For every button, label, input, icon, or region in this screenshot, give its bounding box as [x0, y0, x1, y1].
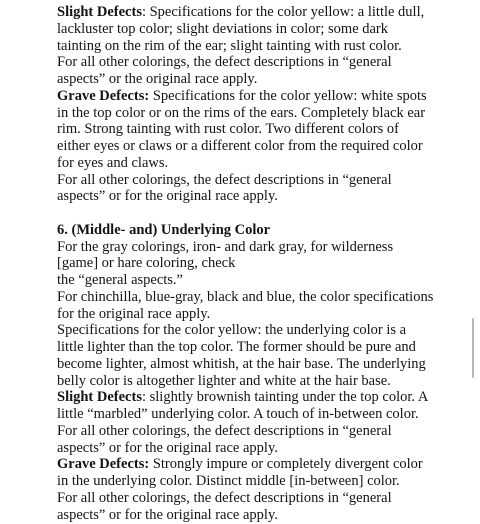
text-line: [57, 305, 210, 323]
text-line: [57, 439, 278, 457]
text-run: For all other colorings, the defect descriptions in “general: [57, 489, 392, 506]
text-run: for the original race apply.: [57, 305, 211, 322]
bold-run: Slight Defects: [57, 4, 142, 20]
text-line: [57, 288, 433, 306]
text-line: [57, 355, 426, 373]
text-run: aspects” or the original race apply.: [57, 71, 258, 87]
text-run: : slightly brownish tainting under the top color. A: [141, 389, 429, 406]
bold-run: Grave Defects:: [57, 456, 150, 473]
text-line: [57, 489, 392, 507]
text-run: aspects” or for the original race apply.: [57, 188, 278, 205]
bold-run: Slight Defects: [57, 389, 142, 406]
text-line: [57, 3, 424, 21]
text-line: [57, 120, 399, 138]
text-run: Strongly impure or completely divergent color: [149, 456, 423, 473]
text-line: [57, 238, 393, 256]
text-run: little lighter than the top color. The former should be pure and: [57, 339, 416, 355]
text-run: in the underlying color. Distinct middle [in-between] color.: [57, 473, 400, 489]
text-line: [57, 372, 391, 390]
text-run: in the top color or on the rims of the ears. Completely black ear: [57, 104, 426, 121]
text-run: lackluster top color; slight deviations in color; some dark: [57, 20, 389, 37]
text-line: [57, 221, 270, 239]
scrollbar-thumb[interactable]: [472, 318, 474, 378]
text-line: [57, 321, 406, 339]
text-line: [57, 187, 278, 205]
text-line: [57, 70, 257, 88]
text-run: For the gray colorings, iron- and dark gray, for wilderness: [57, 238, 394, 255]
text-run: For chinchilla, blue-gray, black and blue, the color specifications: [57, 288, 434, 305]
text-line: [57, 20, 388, 38]
bold-run: Grave Defects:: [57, 87, 150, 104]
text-line: [57, 422, 392, 440]
text-run: aspects” or for the original race apply.: [57, 506, 278, 523]
text-line: [57, 137, 423, 155]
text-run: become lighter, almost whitish, at the hair base. The underlying: [57, 355, 426, 372]
text-line: [57, 506, 278, 524]
text-run: For all other colorings, the defect descriptions in “general: [57, 422, 392, 439]
text-run: either eyes or claws or a different color from the required color: [57, 138, 423, 154]
text-run: [game] or hare coloring, check: [57, 255, 236, 272]
text-run: For all other colorings, the defect descriptions in “general: [57, 171, 392, 188]
text-line: [57, 154, 168, 172]
text-line: [57, 171, 392, 189]
text-run: For all other colorings, the defect descriptions in “general: [57, 54, 392, 71]
text-line: [57, 104, 425, 122]
bold-run: 6. (Middle- and) Underlying Color: [57, 221, 271, 238]
text-run: belly color is altogether lighter and white at the hair base.: [57, 372, 391, 389]
text-run: tainting on the rim of the ear; slight tainting with rust color.: [57, 37, 402, 54]
text-line: [57, 87, 427, 105]
text-line: [57, 271, 183, 289]
text-run: Specifications for the color yellow: white spots: [149, 87, 427, 104]
text-line: [57, 37, 402, 55]
text-line: [57, 388, 428, 406]
text-line: [57, 455, 423, 473]
text-line: [57, 405, 419, 423]
text-run: little “marbled” underlying color. A touch of in-between color.: [57, 406, 419, 422]
text-line: [57, 338, 416, 356]
text-run: the “general aspects.”: [57, 272, 183, 288]
text-line: [57, 254, 235, 272]
text-line: [57, 472, 400, 490]
text-run: Specifications for the color yellow: the underlying color is a: [57, 322, 407, 339]
text-run: for eyes and claws.: [57, 154, 169, 171]
text-run: aspects” or for the original race apply.: [57, 439, 278, 456]
text-run: : Specifications for the color yellow: a little dull,: [141, 4, 425, 20]
text-line: [57, 53, 392, 71]
text-run: rim. Strong tainting with rust color. Two different colors of: [57, 121, 399, 138]
